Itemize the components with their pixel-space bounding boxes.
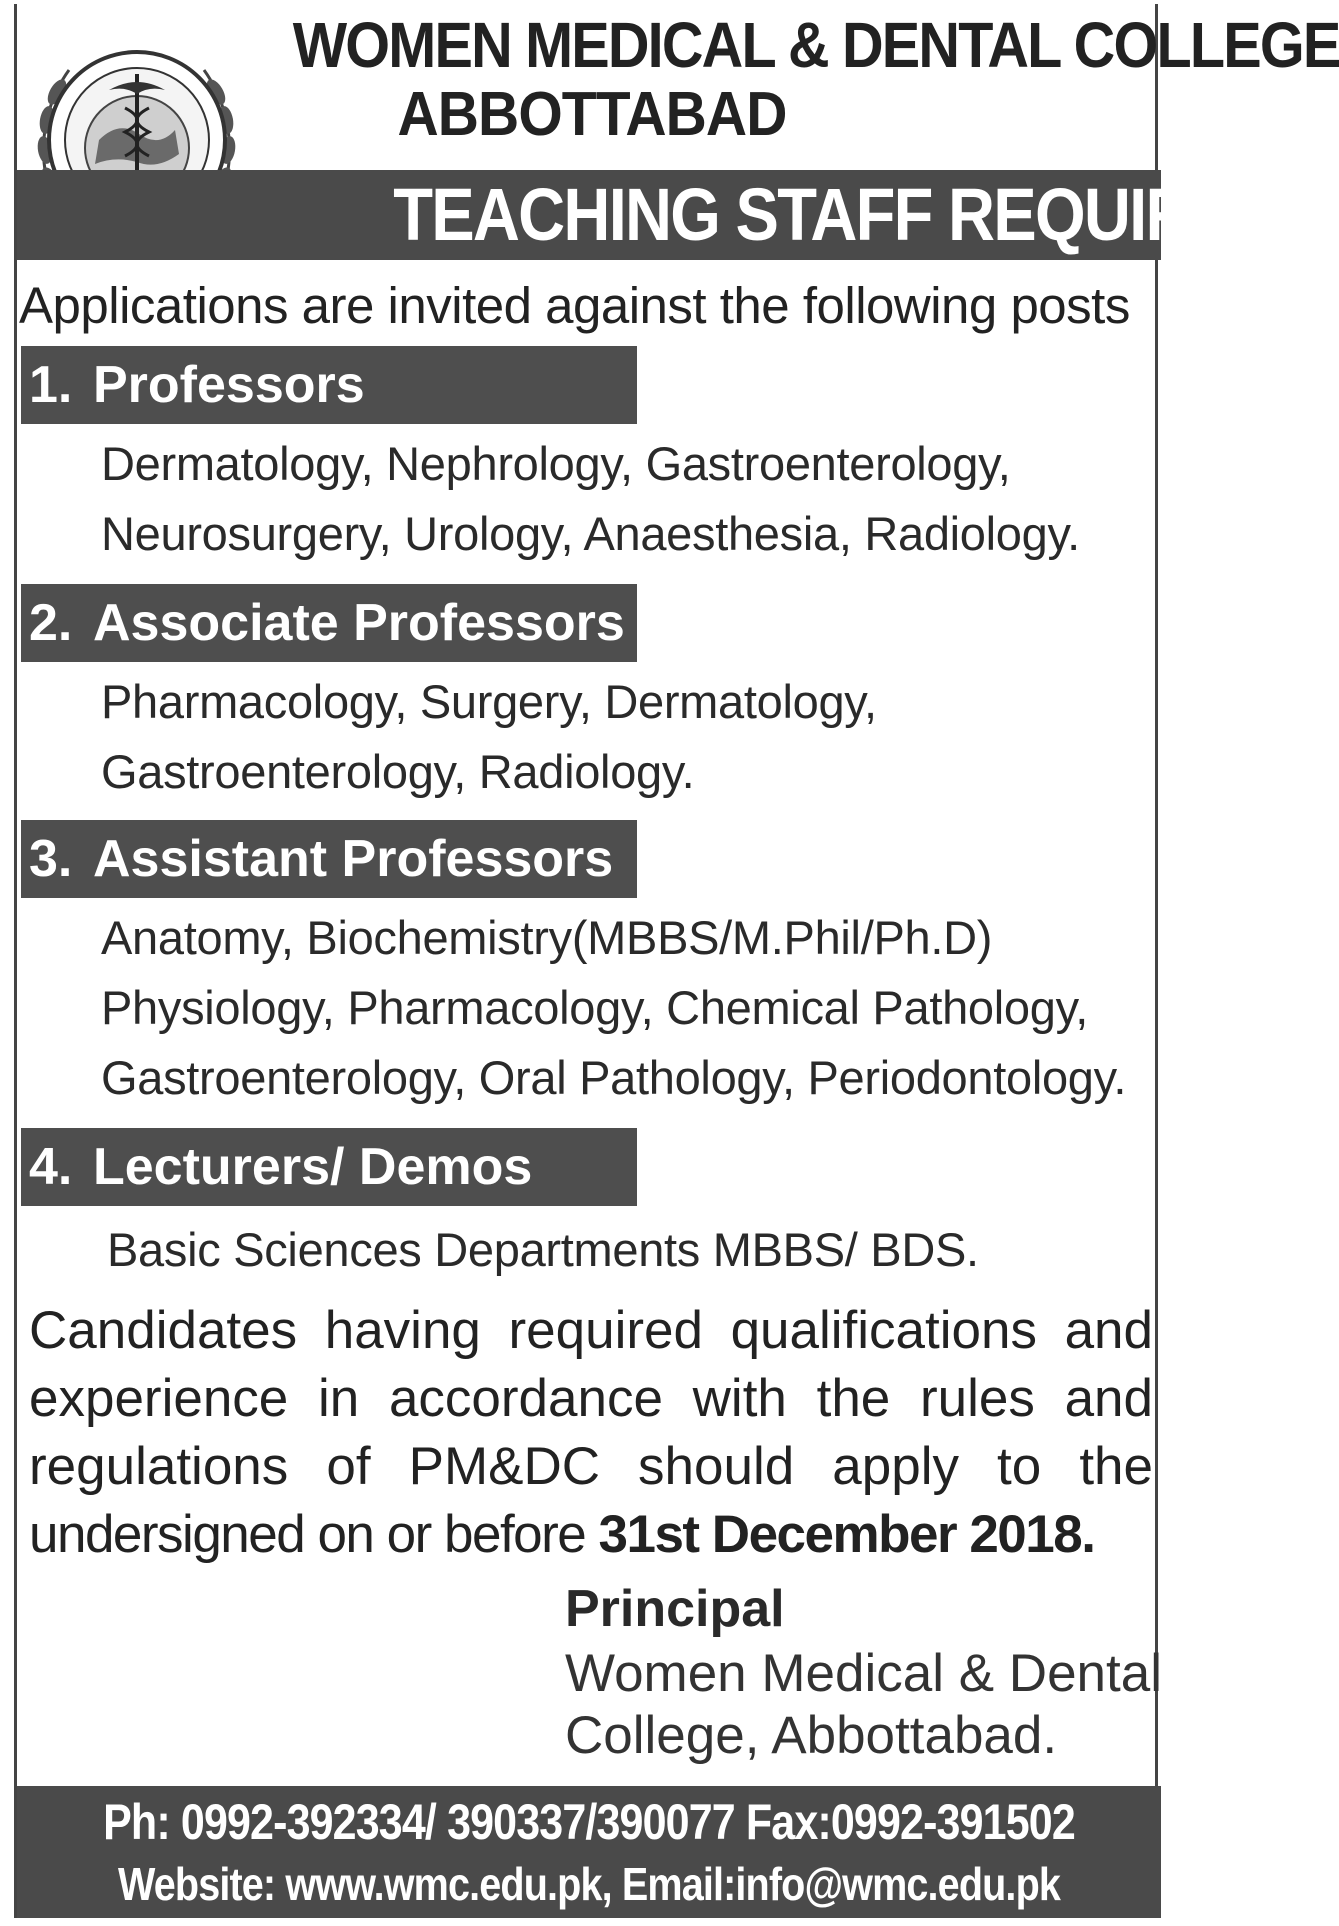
job-advertisement — [14, 4, 1339, 1918]
banner-title: TEACHING STAFF REQUIRED — [393, 173, 1278, 256]
signatory-title: Principal — [565, 1580, 785, 1638]
post-title: Assistant Professors — [93, 830, 614, 888]
post-title: Associate Professors — [93, 594, 625, 652]
title-banner — [17, 170, 1278, 260]
body-line: regulations of PM&DC should apply to the — [29, 1437, 1153, 1496]
department-line: Pharmacology, Surgery, Dermatology, — [101, 675, 877, 728]
intro-text: Applications are invited against the following posts — [19, 277, 1130, 334]
phone-fax-line: Ph: 0992-392334/ 390337/390077 Fax:0992-391502 — [103, 1794, 1075, 1850]
website-email-line: Website: www.wmc.edu.pk, Email:info@wmc.edu.pk — [117, 1858, 1061, 1910]
post-number: 1. — [29, 356, 73, 414]
signatory-address-line: College, Abbottabad. — [565, 1706, 1058, 1765]
post-heading-associate-professors — [21, 584, 637, 662]
post-number: 3. — [29, 830, 73, 888]
application-deadline: 31st December 2018. — [598, 1505, 1095, 1564]
post-number: 4. — [29, 1138, 73, 1196]
department-line: Basic Sciences Departments MBBS/ BDS. — [107, 1223, 979, 1276]
body-line-deadline — [29, 1500, 1153, 1570]
department-line: Gastroenterology, Oral Pathology, Periodontology. — [101, 1051, 1127, 1104]
body-line: experience in accordance with the rules and — [29, 1369, 1153, 1428]
department-line: Physiology, Pharmacology, Chemical Pathology, — [101, 981, 1089, 1034]
department-line: Anatomy, Biochemistry(MBBS/M.Phil/Ph.D) — [101, 911, 993, 964]
department-line: Gastroenterology, Radiology. — [101, 745, 695, 798]
body-line: Candidates having required qualifications and — [29, 1301, 1153, 1360]
post-heading-assistant-professors — [21, 820, 637, 898]
department-line: Dermatology, Nephrology, Gastroenterology, — [101, 437, 1011, 490]
post-title: Professors — [93, 356, 365, 414]
post-heading-professors — [21, 346, 637, 424]
post-title: Lecturers/ Demos — [93, 1138, 533, 1196]
signatory-address-line: Women Medical & Dental — [565, 1644, 1163, 1703]
department-line: Neurosurgery, Urology, Anaesthesia, Radiology. — [101, 507, 1080, 560]
college-city: ABBOTTABAD — [397, 80, 787, 149]
post-heading-lecturers-demos — [21, 1128, 637, 1206]
college-name: WOMEN MEDICAL & DENTAL COLLEGE — [292, 9, 1339, 81]
contact-footer — [17, 1786, 1161, 1918]
body-line-prefix: undersigned on or before — [29, 1505, 599, 1564]
post-number: 2. — [29, 594, 73, 652]
